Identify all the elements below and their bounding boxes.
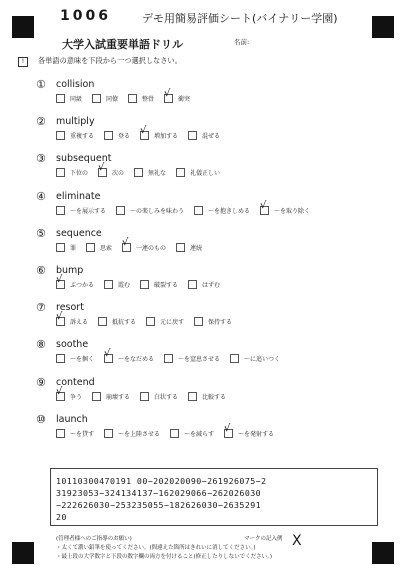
answer-option[interactable] [188,131,220,140]
answer-checkbox[interactable] [56,206,65,215]
question-number: ⑤ [36,226,46,240]
answer-option-label: ～を発射する [238,430,275,438]
check-mark-icon: √ [56,274,63,285]
registration-mark-bottom-left [12,542,34,564]
question-word: sequence [56,227,102,239]
answer-option-label: ～を減らす [184,430,215,438]
answer-option-label: ～に追いつく [244,356,281,364]
registration-mark-top-left [12,16,34,38]
answer-checkbox[interactable] [134,168,143,177]
answer-option[interactable] [188,280,220,289]
answer-option-label: 混ぜる [202,133,221,141]
question-number: ⑥ [36,264,46,277]
answer-checkbox[interactable] [104,131,113,140]
answer-option-label: 礼儀正しい [190,170,221,178]
option-row [56,125,230,141]
answer-option-label: ～を掴く [70,356,95,364]
answer-code-line-2: 31923053−324134137−162029066−262026030 [56,488,262,498]
answer-option[interactable] [92,392,130,401]
answer-checkbox[interactable] [86,243,95,252]
answer-option-label: 次の [112,170,125,178]
answer-code-line-3: −222626030−253235055−182626030−2635291 [56,500,262,510]
mark-example: X [292,533,302,549]
question-number: ⑨ [36,375,46,389]
answer-checkbox[interactable] [146,317,155,326]
answer-option-label: 霞む [118,282,131,289]
answer-option[interactable] [98,317,136,326]
answer-option[interactable] [56,274,95,289]
question-word: bump [56,265,84,276]
answer-option-label: ～を取り除く [274,207,311,215]
answer-checkbox[interactable] [224,422,233,438]
answer-checkbox[interactable] [188,392,197,401]
answer-option[interactable] [164,88,191,103]
question-word: contend [56,376,95,388]
check-mark-icon: √ [56,385,63,397]
answer-option-label: 元に戻す [160,319,185,327]
answer-option-label: 抵抗する [112,319,137,327]
answer-checkbox[interactable] [104,429,113,438]
answer-checkbox[interactable] [140,392,149,401]
answer-option[interactable] [176,243,202,252]
answer-checkbox[interactable] [104,280,113,289]
answer-checkbox[interactable] [56,131,65,140]
instruction-mark: ! [18,57,28,67]
check-mark-icon: √ [104,348,111,360]
answer-checkbox[interactable] [128,94,137,103]
answer-option-label: 比較する [202,393,227,401]
check-mark-icon: √ [224,422,231,434]
answer-option-label: 罪 [70,244,77,252]
answer-option[interactable] [104,348,155,364]
answer-option[interactable] [146,317,184,326]
option-row [56,348,290,364]
option-row [56,311,242,327]
question-number: ④ [36,189,46,203]
answer-checkbox[interactable] [170,429,179,438]
answer-checkbox[interactable] [56,354,65,363]
option-row [56,88,200,103]
answer-checkbox[interactable] [176,168,185,177]
answer-checkbox[interactable] [188,131,197,140]
answer-checkbox[interactable] [56,429,65,438]
answer-option[interactable] [128,94,154,103]
question-word: resort [56,302,84,314]
answer-checkbox[interactable] [56,311,65,326]
option-row [56,422,284,438]
check-mark-icon: √ [122,236,129,248]
answer-option[interactable] [140,280,178,289]
answer-option-label: 崩壊する [106,393,131,401]
question-number: ② [36,115,46,129]
answer-checkbox[interactable] [194,317,203,326]
answer-checkbox[interactable] [194,206,203,215]
answer-option-label: ～を抱きしめる [208,207,251,215]
answer-checkbox[interactable] [164,354,173,363]
answer-option[interactable] [104,280,130,289]
answer-checkbox[interactable] [116,206,125,215]
answer-option[interactable] [164,354,220,363]
answer-checkbox[interactable] [56,168,65,177]
answer-option[interactable] [194,317,232,326]
question-number: ① [36,78,46,91]
question-number: ⑧ [36,338,46,352]
check-mark-icon: √ [56,311,63,323]
answer-option[interactable] [224,422,275,438]
answer-option-label: 白状する [154,393,179,401]
answer-checkbox[interactable] [140,125,149,140]
answer-option[interactable] [56,354,94,363]
drill-title: 大学入試重要単語ドリル [62,38,183,51]
answer-checkbox[interactable] [164,88,173,103]
answer-option-label: 重複する [70,133,95,141]
answer-option[interactable] [98,162,125,178]
answer-checkbox[interactable] [56,243,65,252]
mark-example-label: マークの記入例 [244,536,283,542]
answer-code-line-1: 10110300470191 00−202020090−261926075−2 [56,476,267,486]
option-row [56,385,236,401]
answer-option-label: ぶつかる [70,282,95,289]
answer-option-label: 下位の [70,170,89,178]
answer-option-label: 訴える [70,319,89,327]
answer-option-label: 増加する [154,133,179,141]
notes-heading: (管理者様へのご指導のお願い) [56,536,132,542]
answer-checkbox[interactable] [188,280,197,289]
question-word: launch [56,413,88,425]
answer-option-label: 思索 [100,244,113,252]
answer-option[interactable] [56,429,94,438]
answer-option-label: 破裂する [154,282,179,289]
answer-option[interactable] [134,168,166,177]
question-number: ⑦ [36,301,46,315]
answer-option[interactable] [56,206,106,215]
answer-option-label: 争う [70,393,83,401]
instruction-text: 各単語の意味を下段から一つ選択しなさい。 [38,56,182,65]
notes-line-1: ・太くて濃い鉛筆を使ってください。(間違えた箇所はきれいに消してください。) [56,545,256,551]
check-mark-icon: √ [98,162,105,174]
answer-checkbox[interactable] [92,392,101,401]
option-row [56,236,212,252]
answer-checkbox[interactable] [230,354,239,363]
answer-option[interactable] [56,168,88,177]
sheet-code: 1006 [60,8,111,24]
answer-checkbox[interactable] [140,280,149,289]
answer-checkbox[interactable] [98,162,107,177]
check-mark-icon: √ [164,88,171,99]
answer-option[interactable] [170,429,214,438]
answer-option-label: ～を窒息させる [178,356,221,364]
option-row [56,274,230,289]
option-row [56,199,320,215]
answer-option-label: ～を展示する [70,207,107,215]
answer-checkbox[interactable] [98,317,107,326]
answer-option-label: 登る [118,133,131,141]
answer-option[interactable] [56,131,94,140]
answer-option[interactable] [56,385,83,401]
question-word: eliminate [56,190,101,202]
answer-option[interactable] [56,243,76,252]
sheet-title: デモ用簡易評価シート(バイナリー学園) [142,12,338,25]
answer-option-label: 整骨 [142,96,155,103]
answer-checkbox[interactable] [176,243,185,252]
question-number: ⑩ [36,412,46,426]
answer-option[interactable] [56,94,82,103]
answer-option-label: ～を貸す [70,430,95,438]
answer-option[interactable] [260,199,311,215]
option-row [56,162,230,178]
question-word: soothe [56,339,89,351]
answer-option[interactable] [104,429,160,438]
answer-checkbox[interactable] [92,94,101,103]
answer-checkbox[interactable] [56,94,65,103]
answer-option[interactable] [140,125,179,141]
answer-checkbox[interactable] [104,348,113,363]
answer-option-label: はずむ [202,282,221,289]
answer-option[interactable] [194,206,250,215]
answer-option[interactable] [230,354,280,363]
answer-option-label: ～の楽しみを味わう [130,207,185,215]
answer-option[interactable] [56,311,89,327]
answer-option-label: ～をなだめる [118,356,155,364]
registration-mark-bottom-right [372,542,394,564]
check-mark-icon: √ [260,199,267,211]
question-number: ③ [36,152,46,166]
answer-checkbox[interactable] [122,236,131,252]
answer-option-label: 一連のもの [136,244,167,252]
answer-option[interactable] [92,94,118,103]
answer-option-label: 連続 [190,244,203,252]
notes-line-2: ・最上段の大学数字と下段の数字欄の両方を付けること(修正したりしないでください。) [56,554,273,560]
answer-option-label: 同僚 [106,96,119,103]
answer-option-label: ～を上陸させる [118,430,161,438]
question-word: multiply [56,116,95,128]
name-field[interactable] [256,44,366,45]
registration-mark-top-right [372,16,394,38]
name-label: 名前: [234,38,250,46]
answer-checkbox[interactable] [56,274,65,289]
answer-option[interactable] [176,168,220,177]
answer-option[interactable] [140,392,178,401]
answer-option-label: 同級 [70,96,83,103]
answer-option[interactable] [104,131,130,140]
answer-option-label: 衝突 [178,96,191,103]
answer-option-label: 無礼な [148,170,167,178]
question-word: subsequent [56,153,112,165]
answer-option[interactable] [188,392,226,401]
answer-checkbox[interactable] [260,199,269,215]
answer-option[interactable] [116,206,184,215]
question-word: collision [56,79,95,90]
answer-option-label: 保持する [208,319,233,327]
check-mark-icon: √ [140,125,147,137]
answer-code-line-4: 20 [56,512,67,522]
answer-checkbox[interactable] [56,385,65,401]
answer-option[interactable] [122,236,167,252]
answer-option[interactable] [86,243,112,252]
